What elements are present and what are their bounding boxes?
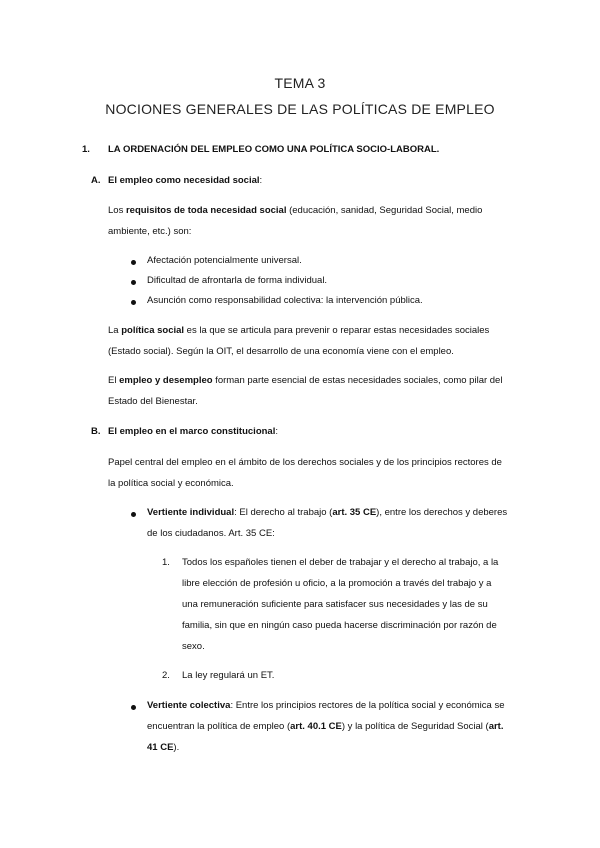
document-title: NOCIONES GENERALES DE LAS POLÍTICAS DE EMPLEO [105, 101, 495, 117]
numbered-item-1-line4: familia, sin que en ningún caso pueda hacerse discriminación por razón de [182, 620, 497, 631]
intro-bold: requisitos de toda necesidad social [125, 205, 287, 216]
bullet-item-1: Afectación potencialmente universal. [147, 255, 302, 266]
social-policy-paragraph-line1 [108, 325, 489, 336]
subsection-a-colon: : [259, 175, 263, 186]
v1-post: ), entre los derechos y deberes [376, 507, 508, 518]
section-1-number: 1. [82, 144, 90, 155]
v2-art2b: 41 CE [147, 742, 174, 753]
bullet-icon [131, 260, 136, 265]
v2-art2a: art. [488, 721, 504, 732]
subsection-a-intro-line1 [108, 205, 523, 216]
numbered-item-1-line5: sexo. [182, 641, 205, 652]
intro-post: (educación, sanidad, Seguridad Social, medio [286, 205, 483, 216]
v2-post: : Entre los principios rectores de la política social y económica se [230, 700, 505, 711]
numbered-item-1-number: 1. [162, 557, 170, 568]
p3-bold: empleo y desempleo [119, 375, 213, 386]
subsection-a-heading [108, 175, 262, 186]
collective-aspect-line3 [147, 742, 179, 753]
tema-heading: TEMA 3 [274, 75, 326, 91]
bullet-item-3: Asunción como responsabilidad colectiva: la intervención pública. [147, 295, 423, 306]
p2-bold: política social [121, 325, 185, 336]
v2-art1: art. 40.1 CE [290, 721, 342, 732]
p2-post: es la que se articula para prevenir o reparar estas necesidades sociales [184, 325, 490, 336]
bullet-icon [131, 300, 136, 305]
v1-bold: Vertiente individual [147, 507, 235, 518]
numbered-item-1-line2: libre elección de profesión u oficio, a la promoción a través del trabajo y a [182, 578, 492, 589]
bullet-item-2: Dificultad de afrontarla de forma individual. [147, 275, 328, 286]
collective-aspect-line2 [147, 721, 503, 732]
collective-aspect-line1 [147, 700, 504, 711]
subsection-a-intro-line2: ambiente, etc.) son: [108, 226, 192, 237]
v2-line3-post: ). [173, 742, 180, 753]
individual-aspect-line1 [147, 507, 507, 518]
v1-mid: : El derecho al trabajo ( [234, 507, 333, 518]
section-1-title: LA ORDENACIÓN DEL EMPLEO COMO UNA POLÍTICA SOCIO-LABORAL. [108, 144, 440, 155]
constitutional-paragraph-line1: Papel central del empleo en el ámbito de los derechos sociales y de los principios rectores de [108, 457, 502, 468]
individual-aspect-line2: de los ciudadanos. Art. 35 CE: [147, 528, 275, 539]
employment-paragraph-line2: Estado del Bienestar. [108, 396, 198, 407]
subsection-b-colon: : [275, 426, 278, 437]
subsection-b-title: El empleo en el marco constitucional [108, 426, 276, 437]
numbered-item-1-line1: Todos los españoles tienen el deber de trabajar y el derecho al trabajo, a la [182, 557, 499, 568]
bullet-icon [131, 512, 136, 517]
bullet-icon [131, 280, 136, 285]
subsection-b-heading [108, 426, 278, 437]
numbered-item-2-number: 2. [162, 670, 170, 681]
p2-pre: La [108, 325, 122, 336]
constitutional-paragraph-line2: la política social y económica. [108, 478, 234, 489]
bullet-icon [131, 705, 136, 710]
numbered-item-1-line3: una remuneración suficiente para satisfacer sus necesidades y las de su [182, 599, 488, 610]
subsection-a-letter: A. [91, 175, 101, 186]
subsection-a-title: El empleo como necesidad social [108, 175, 260, 186]
v2-line2-mid: ) y la política de Seguridad Social ( [341, 721, 489, 732]
p3-pre: El [108, 375, 120, 386]
v2-bold: Vertiente colectiva [147, 700, 231, 711]
v2-line2-pre: encuentran la política de empleo ( [147, 721, 291, 732]
social-policy-paragraph-line2: (Estado social). Según la OIT, el desarrollo de una economía viene con el empleo. [108, 346, 454, 357]
v1-art: art. 35 CE [332, 507, 377, 518]
employment-paragraph-line1 [108, 375, 502, 386]
subsection-b-letter: B. [91, 426, 101, 437]
p3-post: forman parte esencial de estas necesidades sociales, como pilar del [212, 375, 503, 386]
intro-pre: Los [108, 205, 126, 216]
numbered-item-2-line1: La ley regulará un ET. [182, 670, 275, 681]
